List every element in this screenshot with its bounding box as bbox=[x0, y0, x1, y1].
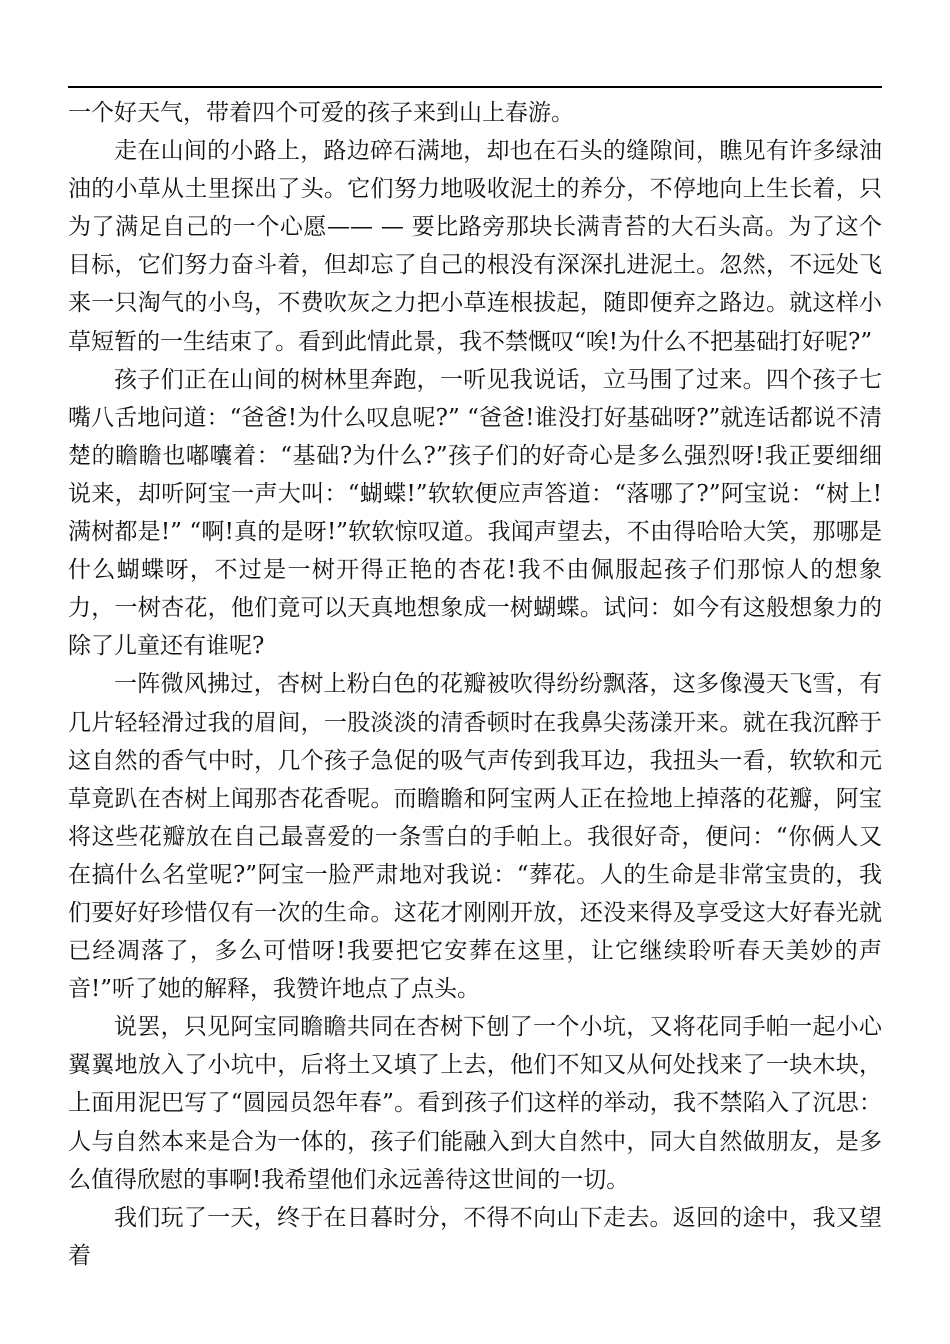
paragraph-3: 孩子们正在山间的树林里奔跑，一听见我说话，立马围了过来。四个孩子七嘴八舌地问道：“爸爸!为什么叹息呢?” “爸爸!谁没打好基础呀?”就连话都说不清楚的瞻瞻也嘟囔着：“基础?为什么?”孩子们的好奇心是多么强烈呀!我正要细细说来，却听阿宝一声大叫：“蝴蝶!”软软便应声答道：“落哪了?”阿宝说：“树上!满树都是!” “啊!真的是呀!”软软惊叹道。我闻声望去，不由得哈哈大笑，那哪是什么蝴蝶呀，不过是一树开得正艳的杏花!我不由佩服起孩子们那惊人的想象力，一树杏花，他们竟可以天真地想象成一树蝴蝶。试问：如今有这般想象力的除了儿童还有谁呢? bbox=[68, 366, 882, 660]
paragraph-6: 我们玩了一天，终于在日暮时分，不得不向山下走去。返回的途中，我又望着 bbox=[68, 1204, 882, 1269]
paragraph-1: 一个好天气，带着四个可爱的孩子来到山上春游。 bbox=[68, 100, 574, 126]
paragraph-4: 一阵微风拂过，杏树上粉白色的花瓣被吹得纷纷飘落，这多像漫天飞雪，有几片轻轻滑过我的眉间，一股淡淡的清香顿时在我鼻尖荡漾开来。就在我沉醉于这自然的香气中时，几个孩子急促的吸气声传到我耳边，我扭头一看，软软和元草竟趴在杏树上闻那杏花香呢。而瞻瞻和阿宝两人正在捡地上掉落的花瓣，阿宝将这些花瓣放在自己最喜爱的一条雪白的手帕上。我很好奇，便问：“你俩人又在搞什么名堂呢?”阿宝一脸严肃地对我说：“葬花。人的生命是非常宝贵的，我们要好好珍惜仅有一次的生命。这花才刚刚开放，还没来得及享受这大好春光就已经凋落了，多么可惜呀!我要把它安葬在这里，让它继续聆听春天美妙的声音!”听了她的解释，我赞许地点了点头。 bbox=[68, 671, 882, 1003]
paragraph-5: 说罢，只见阿宝同瞻瞻共同在杏树下刨了一个小坑，又将花同手帕一起小心翼翼地放入了小坑中，后将土又填了上去，他们不知又从何处找来了一块木块，上面用泥巴写了“圆园员怨年春”。看到孩子们这样的举动，我不禁陷入了沉思：人与自然本来是合为一体的，孩子们能融入到大自然中，同大自然做朋友，是多么值得欣慰的事啊!我希望他们永远善待这世间的一切。 bbox=[68, 1014, 882, 1193]
header-rule bbox=[68, 86, 882, 88]
document-body bbox=[68, 94, 882, 1275]
paragraph-2: 走在山间的小路上，路边碎石满地，却也在石头的缝隙间，瞧见有许多绿油油的小草从土里探出了头。它们努力地吸收泥土的养分，不停地向上生长着，只为了满足自己的一个心愿—— — 要比路旁那块长满青苔的大石头高。为了这个目标，它们努力奋斗着，但却忘了自己的根没有深深扎进泥土。忽然，不远处飞来一只淘气的小鸟，不费吹灰之力把小草连根拔起，随即便弃之路边。就这样小草短暂的一生结束了。看到此情此景，我不禁慨叹“唉!为什么不把基础打好呢?” bbox=[68, 138, 882, 355]
